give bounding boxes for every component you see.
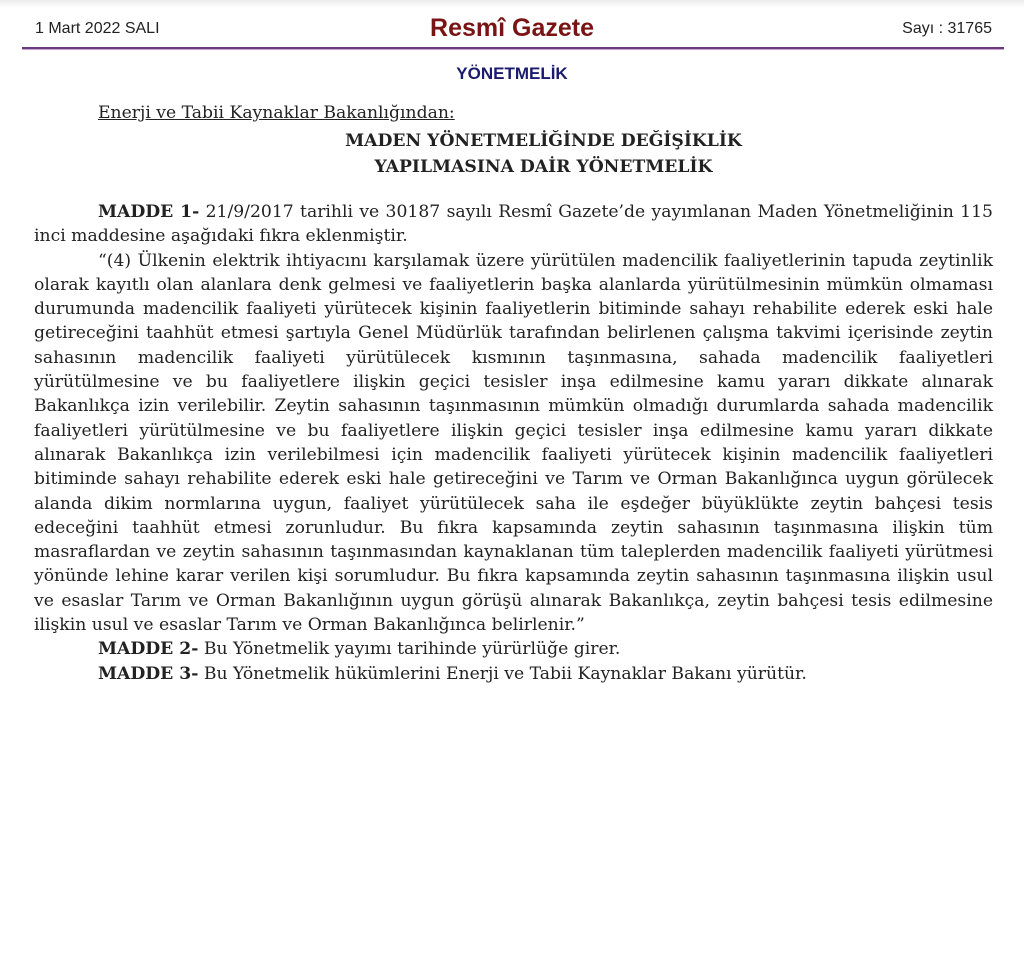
article-text: “(4) Ülkenin elektrik ihtiyacını karşılamak üzere yürütülen madencilik faaliyetlerinin tapuda zeytinlik olarak kayıtlı olan alanlara denk gelmesi ve faaliyetlerin başka alanlarda yürütülmesinin mümkün olmaması durumunda madencilik faaliyeti yürütecek kişinin faaliyetlerin bitiminde sahayı rehabilite ederek eski hale getireceğini taahhüt etmesi şartıyla Genel Müdürlük tarafından belirlenen çalışma takvimi içerisinde zeytin sahasının madencilik faaliyeti yürütülecek kısmının taşınmasına, sahada madencilik faaliyetleri yürütülmesine ve bu faaliyetlere ilişkin geçici tesisler inşa edilmesine kamu yararı dikkate alınarak Bakanlıkça izin verilebilir. Zeytin sahasının taşınmasının mümkün olmadığı durumlarda sahada madencilik faaliyetleri yürütülmesine ve bu faaliyetlere ilişkin geçici tesisler inşa edilmesine kamu yararı dikkate alınarak Bakanlıkça izin verilebilmesi için madencilik faaliyeti yürütecek kişinin madencilik faaliyetleri bitiminde sahayı rehabilite ederek eski hale getireceğini ve Tarım ve Orman Bakanlığınca uygun görülecek alanda dikim normlarına uygun, faaliyet yürütülecek saha ile eşdeğer büyüklükte zeytin bahçesi tesis edeceğini taahhüt etmesi zorunludur. Bu fıkra kapsamında zeytin sahasının taşınmasına ilişkin tüm masraflardan ve zeytin sahasının taşınmasından kaynaklanan tüm taleplerden madencilik faaliyeti yürütmesi yönünde lehine karar verilen kişi sorumludur. Bu fıkra kapsamında zeytin sahasının taşınmasına ilişkin usul ve esaslar Tarım ve Orman Bakanlığının uygun görüşü alınarak Bakanlıkça, zeytin bahçesi tesis edilmesine ilişkin usul ve esaslar Tarım ve Orman Bakanlığınca belirlenir.” (34, 250, 993, 636)
article-text: Bu Yönetmelik yayımı tarihinde yürürlüğe girer. (198, 639, 621, 660)
regulation-title-line-2: YAPILMASINA DAİR YÖNETMELİK (374, 157, 713, 177)
gazette-title: Resmî Gazete (430, 14, 594, 42)
article-2 (34, 637, 993, 661)
article-label: MADDE 2- (98, 639, 199, 660)
article-1 (34, 200, 993, 249)
regulation-title-line-1: MADEN YÖNETMELİĞİNDE DEĞİŞİKLİK (345, 131, 742, 151)
article-1-paragraph-4 (34, 249, 993, 638)
article-text: Bu Yönetmelik hükümlerini Enerji ve Tabii Kaynaklar Bakanı yürütür. (198, 663, 807, 684)
issue-date: 1 Mart 2022 SALI (35, 20, 160, 37)
section-heading: YÖNETMELİK (456, 64, 568, 83)
article-text: 21/9/2017 tarihli ve 30187 sayılı Resmî Gazete’de yayımlanan Maden Yönetmeliğinin 115 inci maddesine aşağıdaki fıkra eklenmiştir. (34, 202, 993, 247)
article-label: MADDE 1- (98, 202, 200, 222)
header-divider (22, 47, 1004, 50)
ministry-name: Enerji ve Tabii Kaynaklar Bakanlığından: (98, 103, 455, 123)
gazette-header (22, 12, 1002, 48)
issue-number: Sayı : 31765 (902, 20, 992, 37)
article-3 (34, 662, 993, 686)
article-label: MADDE 3- (98, 663, 199, 684)
regulation-document (34, 98, 993, 686)
top-shadow (0, 0, 1024, 8)
